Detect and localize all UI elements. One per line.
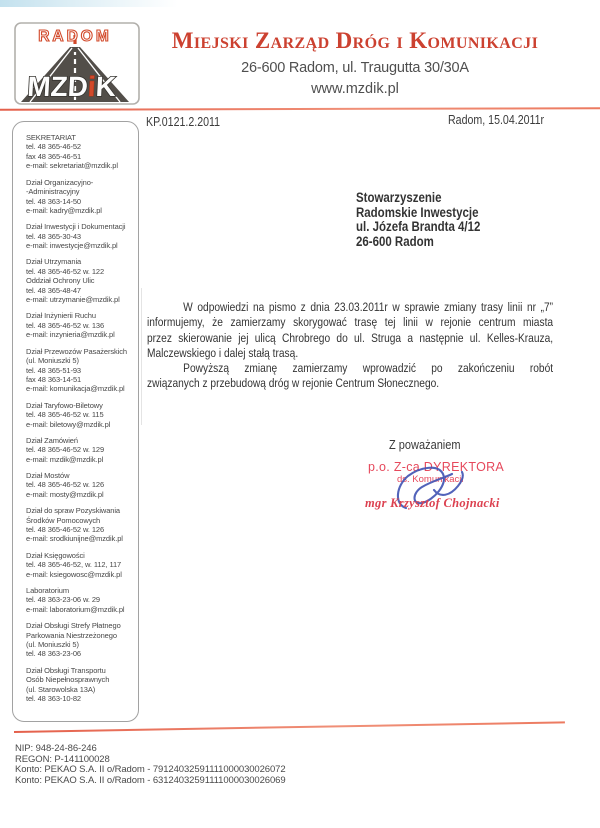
sidebar-line: tel. 48 365-46-52 <box>26 142 82 152</box>
stamp-department-line: ds. Komunikacji <box>397 474 464 485</box>
sidebar-line: SEKRETARIAT <box>26 133 76 142</box>
sidebar-line: tel. 48 365-51-93 <box>26 365 82 375</box>
organization-website: www.mzdik.pl <box>311 81 399 97</box>
sidebar-section <box>26 178 134 216</box>
sidebar-section <box>26 436 134 464</box>
logo-acronym-text: MZDiK <box>26 71 117 102</box>
sidebar-section <box>26 401 134 429</box>
scan-fold-line <box>141 288 142 425</box>
sidebar-section <box>26 586 134 614</box>
sidebar-section <box>26 506 134 544</box>
sidebar-line: Parkowania Niestrzeżonego <box>26 630 117 640</box>
sidebar-line: e-mail: sekretariat@mzdik.pl <box>26 161 118 171</box>
sidebar-line: Dział Przewozów Pasażerskich <box>26 346 127 356</box>
sidebar-line: -Administracyjny <box>26 187 80 197</box>
sidebar-line: tel. 48 363-10-82 <box>26 694 82 704</box>
sidebar-line: (ul. Moniuszki 5) <box>26 639 79 649</box>
place-and-date: Radom, 15.04.2011r <box>448 113 545 127</box>
body-text-line: Powyższą zmianę zamierzamy wprowadzić po zakończeniu robót <box>183 361 554 376</box>
sidebar-line: Dział Inżynierii Ruchu <box>26 311 96 321</box>
sidebar-line: tel. 48 365-46-52 w. 122 <box>26 266 105 276</box>
sidebar-line: e-mail: komunikacja@mzdik.pl <box>26 384 125 394</box>
signer-name: mgr Krzysztof Chojnacki <box>365 496 500 510</box>
sidebar-line: e-mail: mosty@mzdik.pl <box>26 489 104 499</box>
sidebar-section <box>26 133 134 171</box>
sidebar-section <box>26 311 134 339</box>
sidebar-line: tel. 48 365-46-52, w. 112, 117 <box>26 560 122 570</box>
footer-registration-block <box>15 744 286 786</box>
logo-acronym-i: i <box>87 71 97 102</box>
sidebar-line: e-mail: kadry@mzdik.pl <box>26 205 102 215</box>
sidebar-line: tel. 48 363-23-06 w. 29 <box>26 595 101 605</box>
sidebar-line: fax 48 363-14-51 <box>26 374 82 384</box>
sidebar-line: Dział Organizacyjno- <box>26 177 94 187</box>
sidebar-line: Dział do spraw Pozyskiwania <box>26 506 121 516</box>
recipient-address-block <box>356 191 480 250</box>
sidebar-line: Środków Pomocowych <box>26 515 101 525</box>
sidebar-line: Dział Inwestycji i Dokumentacji <box>26 222 126 232</box>
sidebar-section <box>26 471 134 499</box>
sidebar-line: Osób Niepełnosprawnych <box>26 675 110 685</box>
logo-city-text: RADOM <box>38 28 112 45</box>
sidebar-section <box>26 621 134 659</box>
sidebar-line: Dział Księgowości <box>26 550 85 560</box>
sidebar-line: e-mail: biletowy@mzdik.pl <box>26 419 111 429</box>
sidebar-line: Dział Taryfowo-Biletowy <box>26 400 103 410</box>
sidebar-line: e-mail: srodkiunijne@mzdik.pl <box>26 534 123 544</box>
sidebar-line: e-mail: mzdik@mzdik.pl <box>26 454 104 464</box>
sidebar-line: tel. 48 363-23-06 <box>26 649 82 659</box>
sidebar-line: e-mail: ksiegowosc@mzdik.pl <box>26 569 122 579</box>
scan-streak-artifact <box>0 0 178 7</box>
contact-sidebar <box>12 121 139 722</box>
footer-line: NIP: 948-24-86-246 <box>15 743 97 754</box>
reference-number: KP.0121.2.2011 <box>146 115 221 129</box>
body-text-line: W odpowiedzi na pismo z dnia 23.03.2011r w sprawie zmiany trasy linii nr „7” <box>183 300 554 314</box>
sidebar-line: Dział Obsługi Strefy Płatnego <box>26 621 121 631</box>
sidebar-line: (ul. Starowolska 13A) <box>26 684 96 694</box>
sidebar-section <box>26 551 134 579</box>
recipient-line: Stowarzyszenie <box>356 190 442 205</box>
closing-phrase: Z poważaniem <box>389 438 461 452</box>
sidebar-section <box>26 666 134 704</box>
sidebar-line: Dział Mostów <box>26 470 70 480</box>
header-divider-line <box>0 107 600 111</box>
recipient-line: Radomskie Inwestycje <box>356 204 479 220</box>
mzdik-logo <box>14 22 140 105</box>
sidebar-line: tel. 48 365-48-47 <box>26 285 82 295</box>
sidebar-line: Dział Zamówień <box>26 435 78 445</box>
recipient-line: ul. Józefa Brandta 4/12 <box>356 219 481 235</box>
sidebar-line: tel. 48 365-46-52 w. 129 <box>26 445 105 455</box>
sidebar-line: Laboratorium <box>26 585 69 595</box>
recipient-line: 26-600 Radom <box>356 234 434 250</box>
body-text-line: przez skierowanie jej ulicą Chrobrego do ul. Struga a następnie ul. Kelles-Krauza, <box>147 330 554 345</box>
sidebar-line: fax 48 365-46-51 <box>26 151 82 161</box>
sidebar-line: e-mail: laboratorium@mzdik.pl <box>26 604 125 614</box>
sidebar-line: e-mail: inwestycje@mzdik.pl <box>26 241 118 251</box>
sidebar-line: Dział Utrzymania <box>26 257 82 267</box>
footer-line: Konto: PEKAO S.A. II o/Radom - 79124032591111000030026072 <box>15 764 286 775</box>
sidebar-line: e-mail: utrzymanie@mzdik.pl <box>26 295 120 305</box>
sidebar-line: tel. 48 365-46-52 w. 126 <box>26 480 105 490</box>
footer-divider-line <box>14 721 565 733</box>
footer-line: REGON: P-141100028 <box>15 753 110 765</box>
sidebar-section <box>26 222 134 250</box>
sidebar-line: Oddział Ochrony Ulic <box>26 276 95 286</box>
organization-name: Miejski Zarząd Dróg i Komunikacji <box>171 28 539 53</box>
sidebar-line: tel. 48 365-46-52 w. 136 <box>26 320 105 330</box>
sidebar-line: (ul. Moniuszki 5) <box>26 356 79 366</box>
body-text-line: związanych z przebudową dróg w rejonie Centrum Słonecznego. <box>147 376 440 391</box>
sidebar-line: e-mail: inzynieria@mzdik.pl <box>26 330 115 340</box>
body-text-line: informujemy, że zamierzamy skorygować trasę tej linii w rejonie centrum miasta <box>147 315 554 330</box>
sidebar-section <box>26 347 134 394</box>
sidebar-line: tel. 48 363-14-50 <box>26 196 82 206</box>
sidebar-line: Dział Obsługi Transportu <box>26 665 106 675</box>
sidebar-line: tel. 48 365-46-52 w. 115 <box>26 410 104 420</box>
footer-line: Konto: PEKAO S.A. II o/Radom - 63124032591111000030026069 <box>15 774 286 786</box>
letter-body <box>147 300 553 392</box>
sidebar-line: tel. 48 365-30-43 <box>26 231 82 241</box>
sidebar-section <box>26 257 134 304</box>
body-text-line: Malczewskiego i dalej stałą trasą. <box>147 345 299 360</box>
stamp-title-line: p.o. Z-ca DYREKTORA <box>368 460 505 474</box>
organization-address: 26-600 Radom, ul. Traugutta 30/30A <box>241 60 469 76</box>
sidebar-line: tel. 48 365-46-52 w. 126 <box>26 525 105 535</box>
